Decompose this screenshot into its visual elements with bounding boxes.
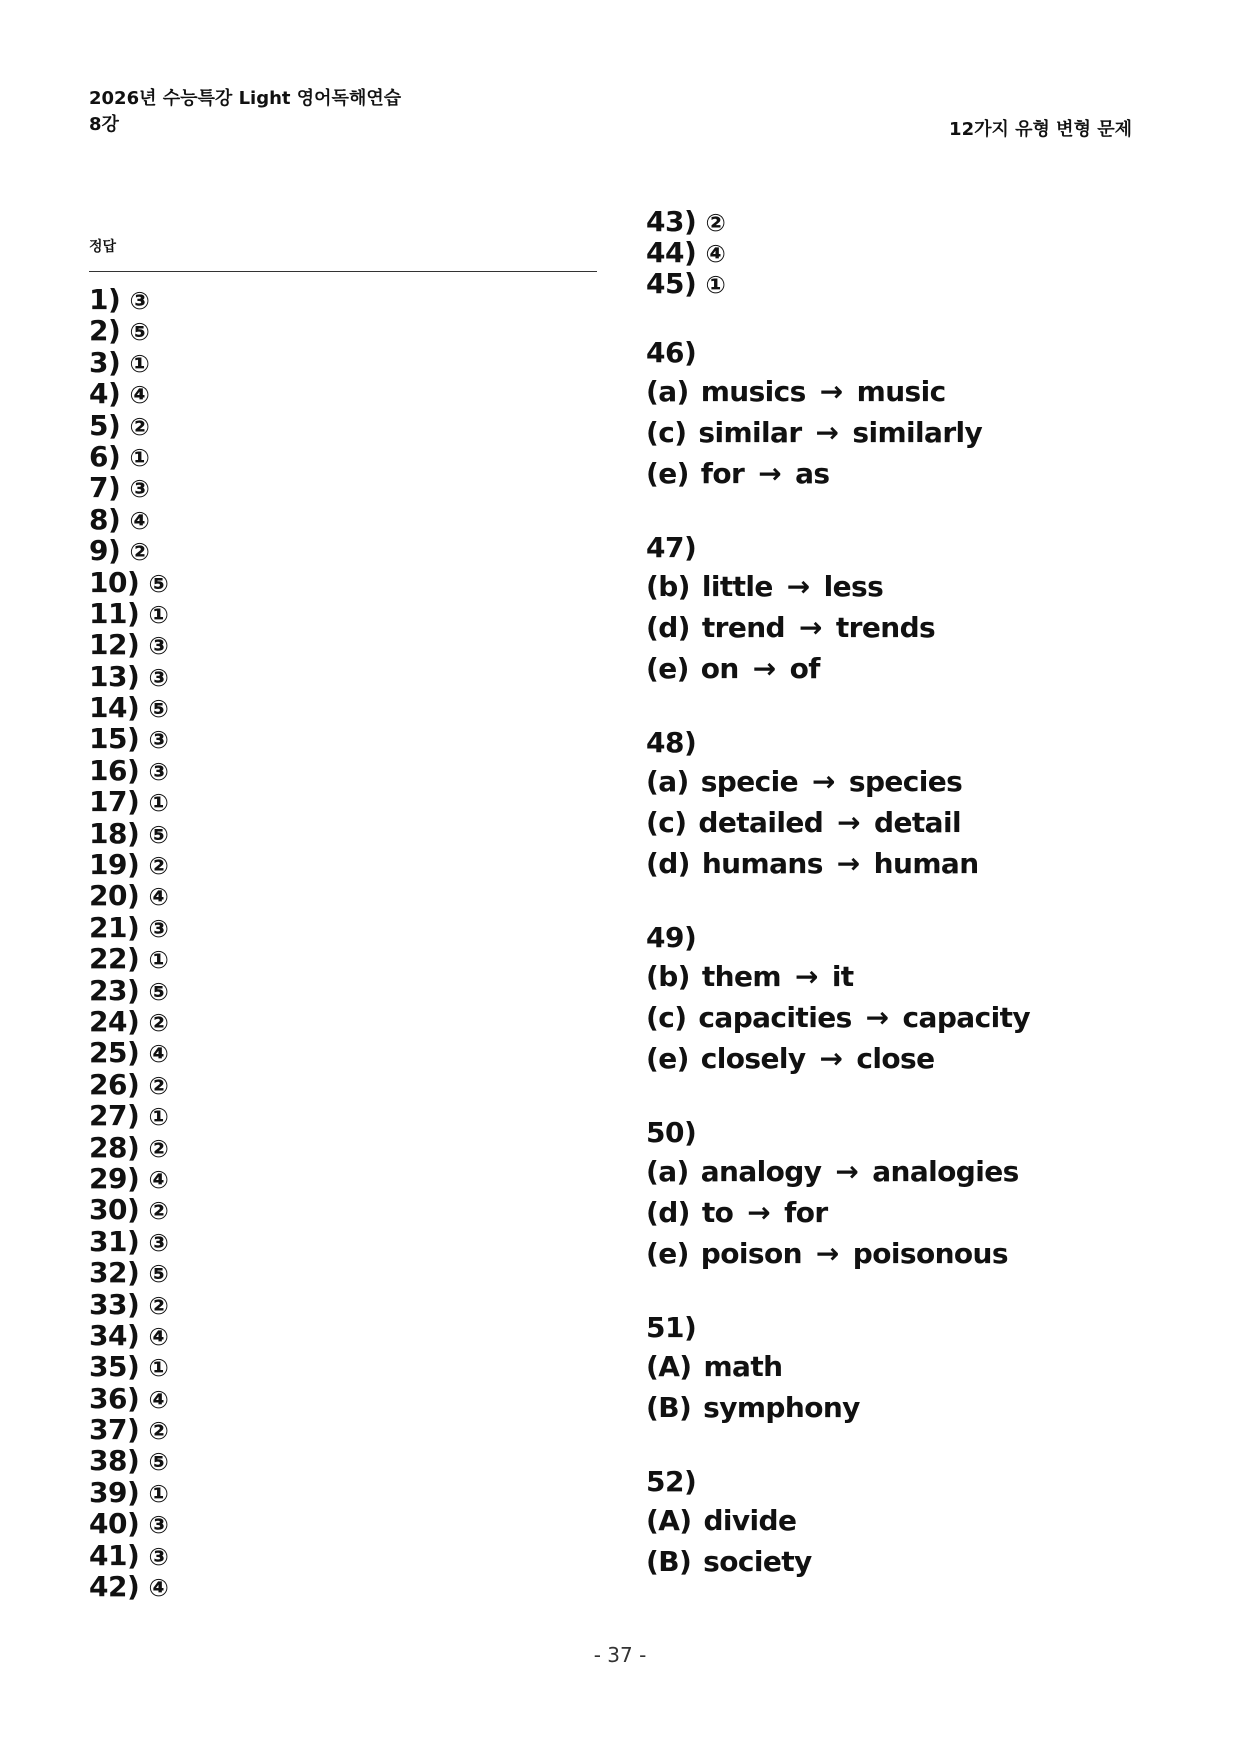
item-label: (B)	[646, 1545, 692, 1578]
answer-number: 7)	[89, 471, 121, 505]
answer-choice: ④	[148, 883, 169, 912]
answer-choice: ④	[148, 1322, 169, 1351]
answer-choice: ③	[148, 726, 169, 755]
answer-number: 44)	[646, 236, 697, 269]
answer-number: 11)	[89, 596, 140, 630]
corrected-word: analogies	[872, 1155, 1019, 1188]
answer-group	[646, 1114, 1166, 1274]
corrected-word: of	[789, 652, 820, 685]
question-number: 51)	[646, 1311, 697, 1344]
answer-row	[89, 723, 389, 754]
answer-choice: ②	[148, 1071, 169, 1100]
answer-row	[89, 1069, 389, 1100]
corrected-word: poisonous	[852, 1237, 1008, 1270]
item-label: (e)	[646, 1042, 689, 1075]
answer-number: 13)	[89, 659, 140, 693]
answer-row	[89, 1289, 389, 1320]
original-word: on	[700, 652, 739, 685]
answer-number: 5)	[89, 408, 121, 442]
original-word: specie	[700, 765, 798, 798]
answer-choice: ②	[148, 1417, 169, 1446]
answer-choice: ④	[148, 1574, 169, 1603]
answer-choice: ④	[705, 240, 726, 268]
answer-row	[89, 1477, 389, 1508]
item-label: (A)	[646, 1350, 692, 1383]
answer-choice: ③	[148, 1511, 169, 1540]
answer-number: 2)	[89, 314, 121, 348]
answer-number: 32)	[89, 1256, 140, 1290]
correction-line	[646, 997, 1166, 1038]
original-word: musics	[700, 375, 806, 408]
item-label: (e)	[646, 1237, 689, 1270]
answer-choice: ③	[148, 632, 169, 661]
answer-number: 23)	[89, 973, 140, 1007]
answer-row	[89, 1037, 389, 1068]
original-word: capacities	[698, 1001, 852, 1034]
answer-number: 37)	[89, 1413, 140, 1447]
page-number: - 37 -	[593, 1643, 647, 1667]
arrow-right-icon: →	[747, 1196, 771, 1229]
correction-line	[646, 371, 1166, 412]
answer-row	[89, 1540, 389, 1571]
answer-row	[89, 692, 389, 723]
answer-row	[89, 347, 389, 378]
answer-choice: ②	[148, 1291, 169, 1320]
answer-choice: ③	[148, 663, 169, 692]
answer-choice: ⑤	[148, 820, 169, 849]
answer-number: 19)	[89, 848, 140, 882]
answer-choice: ②	[129, 538, 150, 567]
answer-number: 40)	[89, 1507, 140, 1541]
answer-number: 42)	[89, 1570, 140, 1604]
answer-choice: ④	[148, 1385, 169, 1414]
answer-row	[89, 535, 389, 566]
answer-number: 9)	[89, 534, 121, 568]
answer-row	[89, 1414, 389, 1445]
corrected-word: less	[823, 570, 884, 603]
item-label: (d)	[646, 1196, 690, 1229]
answer-choice: ①	[129, 349, 150, 378]
corrected-word: for	[784, 1196, 828, 1229]
correction-line	[646, 1541, 1166, 1582]
answer-number: 1)	[89, 283, 121, 316]
question-number: 46)	[646, 336, 697, 369]
answer-row	[89, 1257, 389, 1288]
item-label: (c)	[646, 806, 687, 839]
answer-choice: ②	[705, 209, 726, 237]
answer-number: 16)	[89, 753, 140, 787]
arrow-right-icon: →	[819, 1042, 843, 1075]
original-word: analogy	[700, 1155, 822, 1188]
correction-line	[646, 1151, 1166, 1192]
answer-row	[89, 410, 389, 441]
lesson-number: 8강	[89, 114, 119, 135]
answer-choice: ②	[148, 1008, 169, 1037]
answer-row	[89, 849, 389, 880]
answer-number: 36)	[89, 1381, 140, 1415]
answer-choice: ②	[148, 1134, 169, 1163]
correction-line	[646, 412, 1166, 453]
answer-group	[646, 919, 1166, 1079]
answer-choice: ③	[129, 475, 150, 504]
answer-group	[646, 529, 1166, 689]
answer-row	[89, 1383, 389, 1414]
question-number: 50)	[646, 1116, 697, 1149]
answer-choice: ③	[148, 1542, 169, 1571]
item-label: (c)	[646, 1001, 687, 1034]
answer-row	[89, 975, 389, 1006]
item-label: (d)	[646, 847, 690, 880]
arrow-right-icon: →	[835, 1155, 859, 1188]
arrow-right-icon: →	[836, 847, 860, 880]
correction-line	[646, 453, 1166, 494]
answer-row	[89, 472, 389, 503]
answer-number: 10)	[89, 565, 140, 599]
original-word: closely	[700, 1042, 806, 1075]
answer-row	[89, 1163, 389, 1194]
correction-line	[646, 1387, 1166, 1428]
item-label: (d)	[646, 611, 690, 644]
answer-choice: ④	[129, 506, 150, 535]
arrow-right-icon: →	[815, 416, 839, 449]
original-word: humans	[701, 847, 823, 880]
answer-row	[89, 755, 389, 786]
arrow-right-icon: →	[794, 960, 818, 993]
correction-line	[646, 1233, 1166, 1274]
answer-choice: ④	[148, 1040, 169, 1069]
answer-row	[89, 818, 389, 849]
answer-choice: ⑤	[129, 318, 150, 347]
answer-choice: ⑤	[148, 977, 169, 1006]
answer-row	[89, 1508, 389, 1539]
problem-type-title: 12가지 유형 변형 문제	[949, 119, 1132, 140]
item-label: (B)	[646, 1391, 692, 1424]
answer-number: 28)	[89, 1130, 140, 1164]
corrected-word: detail	[874, 806, 961, 839]
answer-choice: ②	[129, 412, 150, 441]
answer-number: 21)	[89, 910, 140, 944]
original-word: detailed	[698, 806, 824, 839]
answer-group	[646, 1463, 1166, 1582]
answer-choice: ①	[148, 600, 169, 629]
answer-row	[89, 284, 389, 315]
corrected-word: music	[856, 375, 946, 408]
answer-number: 27)	[89, 1099, 140, 1133]
answer-row	[89, 598, 389, 629]
answer-number: 18)	[89, 816, 140, 850]
correction-line	[646, 566, 1166, 607]
answer-number: 6)	[89, 439, 121, 473]
answer-number: 31)	[89, 1224, 140, 1258]
answer-number: 41)	[89, 1538, 140, 1572]
original-word: math	[703, 1350, 783, 1383]
corrected-word: close	[856, 1042, 935, 1075]
correction-line	[646, 607, 1166, 648]
item-label: (b)	[646, 960, 690, 993]
answer-choice: ③	[148, 914, 169, 943]
item-label: (a)	[646, 375, 689, 408]
answer-choice: ⑤	[148, 1260, 169, 1289]
item-label: (a)	[646, 1155, 689, 1188]
answer-number: 30)	[89, 1193, 140, 1227]
answer-choice: ①	[148, 1103, 169, 1132]
arrow-right-icon: →	[812, 765, 835, 798]
answer-number: 43)	[646, 205, 697, 238]
answer-row	[89, 1351, 389, 1382]
answer-choice: ①	[129, 443, 150, 472]
original-word: poison	[700, 1237, 802, 1270]
answer-row	[89, 786, 389, 817]
original-word: them	[701, 960, 781, 993]
correction-line	[646, 1192, 1166, 1233]
answer-number: 8)	[89, 502, 121, 536]
answer-choice: ⑤	[148, 1448, 169, 1477]
arrow-right-icon: →	[786, 570, 810, 603]
corrected-word: human	[873, 847, 979, 880]
answer-list-left	[89, 284, 389, 1602]
answer-choice: ③	[148, 757, 169, 786]
answer-group	[646, 334, 1166, 494]
item-label: (A)	[646, 1504, 692, 1537]
answer-choice: ④	[148, 1165, 169, 1194]
original-word: to	[701, 1196, 734, 1229]
answer-group	[646, 1309, 1166, 1428]
answer-choice: ③	[148, 1228, 169, 1257]
answer-choice: ⑤	[148, 695, 169, 724]
correction-line	[646, 648, 1166, 689]
answer-row	[89, 1194, 389, 1225]
answer-number: 22)	[89, 942, 140, 976]
answer-row	[89, 943, 389, 974]
answer-number: 26)	[89, 1067, 140, 1101]
answer-row	[89, 661, 389, 692]
corrected-word: trends	[835, 611, 936, 644]
answer-choice: ①	[148, 1479, 169, 1508]
answer-number: 15)	[89, 722, 140, 756]
answer-number: 12)	[89, 628, 140, 662]
original-word: symphony	[703, 1391, 860, 1424]
answer-choice: ①	[148, 789, 169, 818]
corrected-word: it	[831, 960, 854, 993]
item-label: (e)	[646, 457, 689, 490]
page-header-left	[89, 86, 401, 138]
correction-line	[646, 761, 1166, 802]
answer-row	[89, 1226, 389, 1257]
answer-number: 14)	[89, 691, 140, 725]
correction-line	[646, 1038, 1166, 1079]
answer-number: 29)	[89, 1161, 140, 1195]
item-label: (e)	[646, 652, 689, 685]
book-title: 2026년 수능특강 Light 영어독해연습	[89, 88, 402, 109]
answer-row	[89, 880, 389, 911]
answer-choice: ①	[148, 1354, 169, 1383]
answer-row	[89, 1100, 389, 1131]
answer-choice: ②	[148, 852, 169, 881]
original-word: little	[701, 570, 773, 603]
arrow-right-icon: →	[758, 457, 782, 490]
answer-number: 45)	[646, 267, 697, 300]
answer-number: 3)	[89, 345, 121, 379]
answer-row	[89, 567, 389, 598]
answer-row	[89, 629, 389, 660]
answer-choice: ③	[129, 287, 150, 315]
answer-row	[89, 315, 389, 346]
answer-number: 24)	[89, 1004, 140, 1038]
correction-line	[646, 843, 1166, 884]
answer-number: 39)	[89, 1475, 140, 1509]
question-number: 47)	[646, 531, 697, 564]
answers-label: 정답	[89, 239, 117, 255]
correction-line	[646, 1500, 1166, 1541]
answer-row	[89, 1445, 389, 1476]
grammar-answer-groups	[646, 334, 1166, 1582]
answer-number: 20)	[89, 879, 140, 913]
answer-row	[89, 441, 389, 472]
original-word: society	[703, 1545, 812, 1578]
answer-choice: ④	[129, 381, 150, 410]
answer-row	[89, 1571, 389, 1602]
item-label: (c)	[646, 416, 687, 449]
correction-line	[646, 956, 1166, 997]
arrow-right-icon: →	[837, 806, 861, 839]
original-word: similar	[698, 416, 802, 449]
header-divider	[89, 271, 597, 272]
answer-number: 25)	[89, 1036, 140, 1070]
correction-line	[646, 1346, 1166, 1387]
original-word: divide	[703, 1504, 797, 1537]
answer-choice: ①	[148, 946, 169, 975]
answer-number: 38)	[89, 1444, 140, 1478]
answer-row	[89, 1006, 389, 1037]
item-label: (a)	[646, 765, 689, 798]
question-number: 49)	[646, 921, 697, 954]
answer-number: 33)	[89, 1287, 140, 1321]
corrected-word: as	[795, 457, 830, 490]
corrected-word: capacity	[902, 1001, 1031, 1034]
original-word: for	[700, 457, 745, 490]
corrected-word: similarly	[852, 416, 983, 449]
answer-row	[89, 378, 389, 409]
answer-number: 17)	[89, 785, 140, 819]
answer-row	[646, 268, 1166, 299]
correction-line	[646, 802, 1166, 843]
answer-row	[89, 912, 389, 943]
question-number: 52)	[646, 1465, 697, 1498]
original-word: trend	[701, 611, 786, 644]
answer-number: 34)	[89, 1318, 140, 1352]
arrow-right-icon: →	[865, 1001, 889, 1034]
answer-row	[646, 206, 1166, 237]
answer-row	[89, 1320, 389, 1351]
answer-number: 4)	[89, 377, 121, 411]
answer-list-right	[646, 206, 1166, 1582]
arrow-right-icon: →	[819, 375, 843, 408]
answer-row	[89, 1132, 389, 1163]
answer-list-right-top	[646, 206, 1166, 299]
corrected-word: species	[848, 765, 963, 798]
answer-row	[89, 504, 389, 535]
arrow-right-icon: →	[815, 1237, 839, 1270]
answer-number: 35)	[89, 1350, 140, 1384]
answer-choice: ①	[705, 271, 726, 299]
arrow-right-icon: →	[799, 611, 822, 644]
question-number: 48)	[646, 726, 697, 759]
answer-choice: ②	[148, 1197, 169, 1226]
item-label: (b)	[646, 570, 690, 603]
arrow-right-icon: →	[752, 652, 776, 685]
answer-group	[646, 724, 1166, 884]
answer-row	[646, 237, 1166, 268]
answer-choice: ⑤	[148, 569, 169, 598]
